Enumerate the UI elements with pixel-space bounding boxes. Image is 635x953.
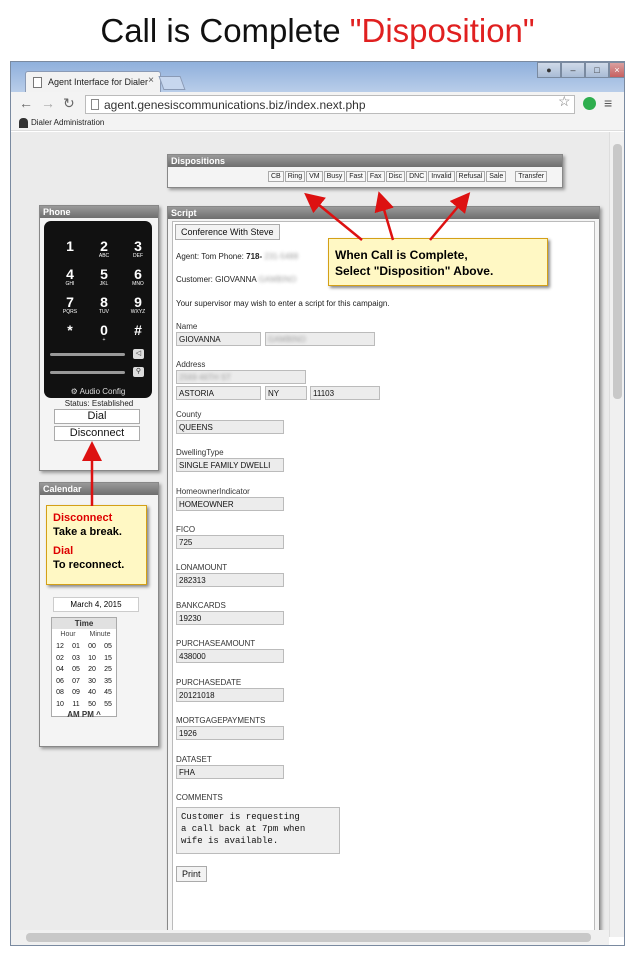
time-option[interactable]: 20 [88, 666, 96, 673]
dialpad-key-0[interactable] [56, 239, 84, 253]
lonamount-label: LONAMOUNT [176, 563, 228, 572]
vertical-scrollbar[interactable] [609, 132, 624, 937]
phone-prefix: 718- [246, 252, 263, 261]
page-icon [33, 77, 42, 88]
disposition-buttons [268, 171, 548, 182]
comments-textarea[interactable]: Customer is requesting a call back at 7pm when wife is available. [176, 807, 340, 854]
key-letters: DEF [133, 253, 143, 259]
agent-label: Agent: Tom Phone: [176, 252, 247, 261]
time-option[interactable]: 00 [88, 643, 96, 650]
close-window-button[interactable]: × [609, 62, 625, 78]
bankcards-label: BANKCARDS [176, 601, 226, 610]
fico-field[interactable]: 725 [176, 535, 284, 549]
time-option[interactable]: 08 [56, 689, 64, 696]
audio-config-label: Audio Config [79, 387, 126, 396]
time-option[interactable]: 06 [56, 677, 64, 685]
time-title: Time [52, 618, 116, 629]
disposition-button-invalid[interactable]: Invalid [428, 171, 454, 182]
homeowner-label: HomeownerIndicator [176, 487, 250, 496]
disposition-button-sale[interactable]: Sale [486, 171, 506, 182]
disconnect-button[interactable]: Disconnect [54, 426, 140, 441]
disconnect-callout-title: Disconnect [53, 512, 113, 524]
dataset-field[interactable]: FHA [176, 765, 284, 779]
time-option[interactable]: 35 [104, 677, 112, 685]
homeowner-field[interactable]: HOMEOWNER [176, 497, 284, 511]
name-label: Name [176, 322, 198, 331]
time-picker [51, 617, 117, 717]
phone-panel [39, 205, 159, 471]
hour-label: Hour [60, 631, 76, 638]
extension-icon[interactable] [583, 97, 596, 110]
key-letters: GHI [65, 281, 75, 287]
browser-tab[interactable] [25, 71, 161, 92]
dialpad-key-11[interactable] [124, 323, 152, 337]
disposition-button-vm[interactable]: VM [306, 171, 323, 182]
time-option[interactable]: 10 [56, 700, 64, 708]
dialpad-key-10[interactable] [90, 323, 118, 343]
key-digit: # [134, 322, 142, 338]
dialpad-key-4[interactable] [90, 267, 118, 287]
disposition-button-cb[interactable]: CB [268, 171, 284, 182]
disposition-button-fast[interactable]: Fast [346, 171, 366, 182]
disposition-callout [328, 238, 548, 286]
last-name-field[interactable]: GAMBINO [265, 332, 375, 346]
key-digit: * [67, 322, 73, 338]
bookmark-star-icon[interactable]: ☆ [558, 93, 571, 109]
disposition-button-ring[interactable]: Ring [285, 171, 305, 182]
street-field[interactable]: 2569 46TH ST [176, 370, 306, 384]
disposition-button-disc[interactable]: Disc [386, 171, 406, 182]
time-option[interactable]: 15 [104, 654, 112, 662]
supervisor-text: Your supervisor may wish to enter a script for this campaign. [176, 299, 390, 308]
volume-slider[interactable] [50, 353, 125, 356]
time-option[interactable]: 12 [56, 643, 64, 650]
maximize-button[interactable]: □ [585, 62, 609, 78]
dialpad-key-5[interactable] [124, 267, 152, 287]
key-digit: 0 [100, 322, 108, 338]
time-row [52, 664, 116, 676]
purchaseamount-label: PURCHASEAMOUNT [176, 639, 256, 648]
fico-label: FICO [176, 525, 196, 534]
time-option[interactable]: 30 [88, 677, 96, 685]
speaker-icon[interactable]: ◁ [133, 349, 144, 359]
phone-hidden: 231-5488 [264, 252, 299, 261]
key-digit: 1 [66, 238, 74, 254]
dataset-label: DATASET [176, 755, 212, 764]
dwelling-label: DwellingType [176, 448, 224, 457]
minimize-button[interactable]: – [561, 62, 585, 78]
key-digit: 7 [66, 294, 74, 310]
lonamount-field[interactable]: 282313 [176, 573, 284, 587]
county-field[interactable]: QUEENS [176, 420, 284, 434]
state-field[interactable]: NY [265, 386, 307, 400]
dialpad-key-7[interactable] [90, 295, 118, 315]
time-option[interactable]: 05 [72, 666, 80, 673]
bookmarks-bar [11, 116, 624, 131]
key-letters: + [102, 337, 106, 343]
customer-label: Customer: GIOVANNA [176, 275, 257, 284]
time-option[interactable]: 07 [72, 677, 80, 685]
agent-line [176, 252, 298, 261]
gear-icon: ⚙ [70, 387, 78, 396]
mic-icon[interactable]: ⚲ [133, 367, 144, 377]
bankcards-field[interactable]: 19230 [176, 611, 284, 625]
script-body [172, 221, 595, 936]
dialpad-key-6[interactable] [56, 295, 84, 315]
audio-config-button[interactable] [44, 387, 152, 396]
headline-accent: "Disposition" [349, 12, 535, 49]
forward-icon[interactable]: → [41, 95, 55, 111]
scroll-thumb[interactable] [26, 933, 591, 942]
dial-disconnect-callout [46, 505, 147, 585]
call-status: Status: Established [64, 399, 134, 408]
time-row [52, 699, 116, 711]
address-label: Address [176, 360, 206, 369]
user-icon[interactable]: ● [537, 62, 561, 78]
key-digit: 6 [134, 266, 142, 282]
key-digit: 9 [134, 294, 142, 310]
address-bar[interactable] [85, 95, 575, 114]
disposition-button-dnc[interactable]: DNC [406, 171, 427, 182]
tab-bar [11, 62, 624, 92]
dialpad-key-8[interactable] [124, 295, 152, 315]
print-button[interactable]: Print [176, 866, 207, 882]
time-option[interactable]: 02 [56, 654, 64, 662]
new-tab-button[interactable] [158, 76, 185, 90]
key-letters: ABC [98, 253, 110, 259]
dial-callout-text: To reconnect. [53, 559, 125, 571]
purchasedate-field[interactable]: 20121018 [176, 688, 284, 702]
browser-toolbar [11, 92, 624, 116]
county-label: County [176, 410, 202, 419]
reload-icon[interactable]: ↻ [63, 95, 75, 111]
key-digit: 5 [100, 266, 108, 282]
dialpad-key-9[interactable] [56, 323, 84, 337]
mortgage-field[interactable]: 1926 [176, 726, 284, 740]
customer-hidden: GAMBINO [258, 275, 297, 284]
key-digit: 8 [100, 294, 108, 310]
time-option[interactable]: 25 [104, 666, 112, 673]
dwelling-field[interactable]: SINGLE FAMILY DWELLI [176, 458, 284, 472]
callout-line: When Call is Complete, [335, 248, 468, 262]
mic-slider[interactable] [50, 371, 125, 374]
tab-title: Agent Interface for Dialer [48, 77, 149, 87]
key-letters: JKL [99, 281, 109, 287]
bookmark-dialer-admin[interactable]: Dialer Administration [31, 118, 105, 127]
time-row [52, 676, 116, 688]
first-name-field[interactable]: GIOVANNA [176, 332, 261, 346]
purchaseamount-field[interactable]: 438000 [176, 649, 284, 663]
page-headline [0, 12, 635, 50]
time-option[interactable]: 09 [72, 689, 80, 696]
scroll-thumb[interactable] [613, 144, 622, 399]
menu-icon[interactable]: ≡ [604, 95, 613, 111]
headline-text: Call is Complete [100, 12, 350, 49]
dialpad-key-3[interactable] [56, 267, 84, 287]
dialpad-key-1[interactable] [90, 239, 118, 259]
dialpad-key-2[interactable] [124, 239, 152, 259]
script-header: Script [168, 207, 599, 219]
time-option[interactable]: 01 [72, 643, 80, 650]
key-letters: PQRS [62, 309, 78, 315]
time-option[interactable]: 55 [104, 700, 112, 708]
person-icon [19, 118, 28, 128]
comments-label: COMMENTS [176, 793, 223, 802]
purchasedate-label: PURCHASEDATE [176, 678, 242, 687]
close-tab-icon[interactable]: × [148, 75, 154, 86]
time-row [52, 653, 116, 665]
back-icon[interactable]: ← [19, 95, 33, 111]
time-option[interactable]: 03 [72, 654, 80, 662]
time-option[interactable]: 45 [104, 689, 112, 696]
url-text: agent.genesiscommunications.biz/index.next.php [104, 98, 366, 112]
key-digit: 3 [134, 238, 142, 254]
horizontal-scrollbar[interactable] [11, 930, 609, 945]
page-icon [91, 99, 99, 110]
disposition-button-refusal[interactable]: Refusal [456, 171, 486, 182]
time-option[interactable]: 10 [88, 654, 96, 662]
city-field[interactable]: ASTORIA [176, 386, 261, 400]
key-letters: WXYZ [130, 309, 146, 315]
time-option[interactable]: 04 [56, 666, 64, 673]
key-digit: 2 [100, 238, 108, 254]
key-digit: 4 [66, 266, 74, 282]
phone-header: Phone [40, 206, 158, 218]
calendar-date[interactable]: March 4, 2015 [53, 597, 139, 612]
disconnect-callout-text: Take a break. [53, 526, 122, 538]
dialpad [44, 221, 152, 398]
key-letters: TUV [99, 309, 109, 315]
time-option[interactable]: 40 [88, 689, 96, 696]
key-letters: MNO [132, 281, 144, 287]
time-option[interactable]: 50 [88, 700, 96, 708]
dial-button[interactable]: Dial [54, 409, 140, 424]
dial-callout-title: Dial [53, 545, 74, 557]
disposition-button-fax[interactable]: Fax [367, 171, 385, 182]
mortgage-label: MORTGAGEPAYMENTS [176, 716, 266, 725]
conference-button[interactable]: Conference With Steve [175, 224, 280, 240]
dispositions-panel [167, 154, 563, 188]
minute-label: Minute [89, 631, 111, 638]
time-option[interactable]: 05 [104, 643, 112, 650]
time-option[interactable]: 11 [72, 700, 80, 708]
ampm-toggle[interactable]: AM PM ^ [67, 710, 101, 719]
customer-line [176, 275, 296, 284]
script-panel [167, 206, 600, 941]
time-row [52, 641, 116, 653]
disposition-button-busy[interactable]: Busy [324, 171, 346, 182]
time-row [52, 687, 116, 699]
zip-field[interactable]: 11103 [310, 386, 380, 400]
dispositions-header: Dispositions [168, 155, 562, 167]
callout-line: Select "Disposition" Above. [335, 264, 494, 278]
calendar-header: Calendar [40, 483, 158, 495]
browser-window [10, 61, 625, 946]
transfer-button[interactable]: Transfer [515, 171, 547, 182]
